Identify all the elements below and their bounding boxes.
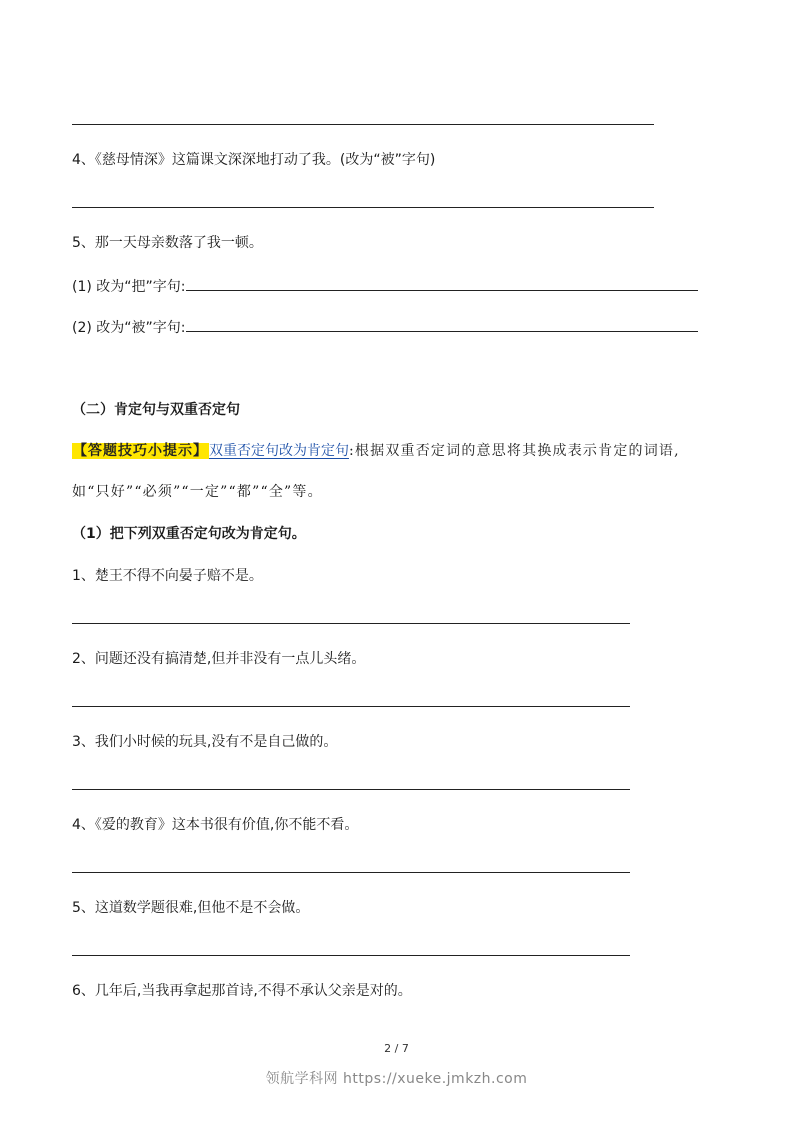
section-title: （二）肯定句与双重否定句	[72, 402, 240, 418]
answer-line[interactable]	[72, 872, 630, 873]
page-number: 2 / 7	[384, 1042, 409, 1055]
tip-box	[72, 441, 680, 461]
answer-line[interactable]	[72, 623, 630, 624]
tip-body-continued: 如“只好”“必须”“一定”“都”“全”等。	[72, 484, 323, 500]
list-item: 3、我们小时候的玩具,没有不是自己做的。	[72, 734, 338, 750]
answer-line[interactable]	[72, 789, 630, 790]
sub-question-1	[72, 275, 698, 297]
answer-line[interactable]	[72, 124, 654, 125]
answer-line[interactable]	[72, 207, 654, 208]
tip-body: :根据双重否定词的意思将其换成表示肯定的词语,	[349, 443, 680, 459]
list-item: 4、《爱的教育》这本书很有价值,你不能不看。	[72, 817, 359, 833]
answer-line[interactable]	[72, 706, 630, 707]
answer-line[interactable]	[72, 955, 630, 956]
footer-watermark: 领航学科网 https://xueke.jmkzh.com	[265, 1071, 528, 1087]
sub-question-label: (2) 改为“被”字句:	[72, 320, 186, 336]
tip-label: 【答题技巧小提示】	[73, 443, 208, 459]
question-text: 4、《慈母情深》这篇课文深深地打动了我。(改为“被”字句)	[72, 152, 436, 168]
list-item: 2、问题还没有搞清楚,但并非没有一点儿头绪。	[72, 651, 366, 667]
question-text: 5、那一天母亲数落了我一顿。	[72, 235, 263, 251]
sub-question-2	[72, 316, 698, 338]
sub-question-label: (1) 改为“把”字句:	[72, 279, 186, 295]
list-item: 6、几年后,当我再拿起那首诗,不得不承认父亲是对的。	[72, 983, 412, 999]
exercise-title: （1）把下列双重否定句改为肯定句。	[72, 526, 306, 542]
answer-line[interactable]	[186, 275, 698, 291]
tip-link[interactable]: 双重否定句改为肯定句	[209, 443, 349, 459]
answer-line[interactable]	[186, 316, 698, 332]
list-item: 1、楚王不得不向晏子赔不是。	[72, 568, 263, 584]
list-item: 5、这道数学题很难,但他不是不会做。	[72, 900, 310, 916]
